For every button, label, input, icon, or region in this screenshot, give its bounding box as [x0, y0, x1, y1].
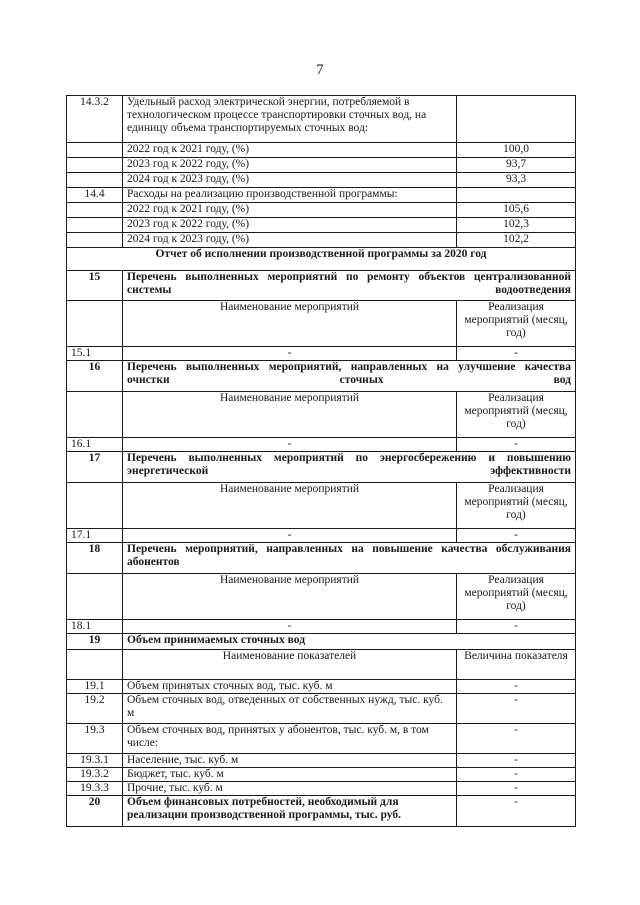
table-row	[67, 650, 576, 680]
table-row	[67, 620, 576, 634]
row-text: Объем сточных вод, принятых у абонентов, тыс. куб. м, в том числе:	[123, 724, 457, 754]
row-value: -	[457, 754, 576, 768]
section-number: 16	[67, 361, 123, 392]
table-row	[67, 173, 576, 188]
section-number: 17	[67, 452, 123, 483]
row-value: -	[457, 529, 576, 543]
column-header-implementation: Реализация мероприятий (месяц, год)	[457, 574, 576, 620]
section-title: Объем принимаемых сточных вод	[123, 634, 576, 650]
row-text: Объем сточных вод, отведенных от собственных нужд, тыс. куб. м	[123, 694, 457, 724]
row-value: -	[457, 782, 576, 796]
row-number: 19.3.3	[67, 782, 123, 796]
row-value: 102,3	[457, 218, 576, 233]
table-row	[67, 694, 576, 724]
table-row	[67, 796, 576, 827]
row-text: Удельный расход электрической энергии, потребляемой в технологическом процессе транспортировки сточных вод, на единицу объема транспортируемых сточных вод:	[123, 96, 457, 143]
row-text: -	[123, 620, 457, 634]
table-row	[67, 724, 576, 754]
row-value: 93,7	[457, 158, 576, 173]
table-row	[67, 680, 576, 694]
report-title: Отчет об исполнении производственной программы за 2020 год	[67, 248, 576, 271]
table-row	[67, 143, 576, 158]
table-row	[67, 543, 576, 574]
table-row	[67, 158, 576, 173]
section-title: Объем финансовых потребностей, необходимый для реализации производственной программы, тыс. руб.	[123, 796, 457, 827]
table-row	[67, 634, 576, 650]
section-number: 15	[67, 271, 123, 301]
table-row	[67, 483, 576, 529]
table-row	[67, 754, 576, 768]
table-row	[67, 271, 576, 301]
column-header-implementation: Реализация мероприятий (месяц, год)	[457, 483, 576, 529]
row-text: Бюджет, тыс. куб. м	[123, 768, 457, 782]
table-row	[67, 574, 576, 620]
table-row	[67, 361, 576, 392]
table-row	[67, 203, 576, 218]
row-text: 2022 год к 2021 году, (%)	[123, 203, 457, 218]
row-text: Объем принятых сточных вод, тыс. куб. м	[123, 680, 457, 694]
column-header-value: Величина показателя	[457, 650, 576, 680]
section-title: Перечень выполненных мероприятий, направленных на улучшение качества очистки сточных вод	[123, 361, 576, 392]
row-number: 18.1	[67, 620, 123, 634]
row-number: 19.3.2	[67, 768, 123, 782]
row-number: 16.1	[67, 438, 123, 452]
row-text: 2024 год к 2023 году, (%)	[123, 233, 457, 248]
row-value: 102,2	[457, 233, 576, 248]
row-text: 2022 год к 2021 году, (%)	[123, 143, 457, 158]
page-number: 7	[316, 62, 324, 78]
row-value: -	[457, 438, 576, 452]
column-header-implementation: Реализация мероприятий (месяц, год)	[457, 392, 576, 438]
row-value: -	[457, 694, 576, 724]
row-text: -	[123, 347, 457, 361]
row-text: Население, тыс. куб. м	[123, 754, 457, 768]
row-number: 14.4	[67, 188, 123, 203]
table-row	[67, 248, 576, 271]
table-row	[67, 96, 576, 143]
program-table	[66, 95, 576, 827]
section-title: Перечень выполненных мероприятий по ремонту объектов централизованной системы водоотведения	[123, 271, 576, 301]
row-value: -	[457, 724, 576, 754]
table-row	[67, 301, 576, 347]
row-value: -	[457, 768, 576, 782]
row-value	[457, 96, 576, 143]
section-title: Перечень выполненных мероприятий по энергосбережению и повышению энергетической эффективности	[123, 452, 576, 483]
row-text: Расходы на реализацию производственной программы:	[123, 188, 457, 203]
column-header-implementation: Реализация мероприятий (месяц, год)	[457, 301, 576, 347]
section-number: 18	[67, 543, 123, 574]
table-row	[67, 452, 576, 483]
row-value: -	[457, 680, 576, 694]
row-text: Прочие, тыс. куб. м	[123, 782, 457, 796]
row-text: 2023 год к 2022 году, (%)	[123, 158, 457, 173]
row-number: 19.1	[67, 680, 123, 694]
row-text: -	[123, 529, 457, 543]
table-row	[67, 782, 576, 796]
row-value: -	[457, 796, 576, 827]
column-header-name: Наименование мероприятий	[123, 392, 457, 438]
section-number: 19	[67, 634, 123, 650]
table-row	[67, 438, 576, 452]
table-row	[67, 529, 576, 543]
table-row	[67, 218, 576, 233]
row-value: 105,6	[457, 203, 576, 218]
row-text: -	[123, 438, 457, 452]
section-number: 20	[67, 796, 123, 827]
row-text: 2024 год к 2023 году, (%)	[123, 173, 457, 188]
table-row	[67, 768, 576, 782]
row-number: 17.1	[67, 529, 123, 543]
section-title: Перечень мероприятий, направленных на повышение качества обслуживания абонентов	[123, 543, 576, 574]
column-header-name: Наименование показателей	[123, 650, 457, 680]
row-value: 93,3	[457, 173, 576, 188]
table-row	[67, 347, 576, 361]
row-value: -	[457, 347, 576, 361]
column-header-name: Наименование мероприятий	[123, 301, 457, 347]
table-row	[67, 233, 576, 248]
row-number: 19.2	[67, 694, 123, 724]
row-number: 14.3.2	[67, 96, 123, 143]
table-row	[67, 188, 576, 203]
row-value: -	[457, 620, 576, 634]
row-number: 19.3.1	[67, 754, 123, 768]
row-text: 2023 год к 2022 году, (%)	[123, 218, 457, 233]
row-number: 19.3	[67, 724, 123, 754]
row-value: 100,0	[457, 143, 576, 158]
column-header-name: Наименование мероприятий	[123, 574, 457, 620]
row-number: 15.1	[67, 347, 123, 361]
table-row	[67, 392, 576, 438]
column-header-name: Наименование мероприятий	[123, 483, 457, 529]
